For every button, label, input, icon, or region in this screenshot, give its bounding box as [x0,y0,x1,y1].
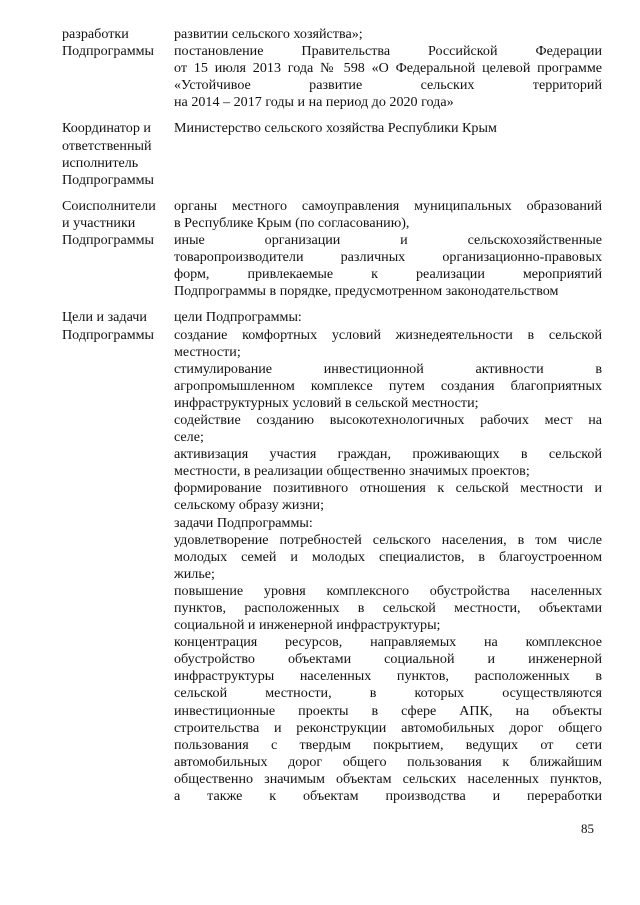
text-line: органы местного самоуправления муниципальных образований [174,197,602,214]
text-line: Министерство сельского хозяйства Республики Крым [174,120,497,137]
text-line: в Республике Крым (по согласованию), [174,214,410,231]
text-line: жилье; [174,565,215,582]
text-line: строительства и реконструкции автомобильных дорог общего [174,719,602,736]
row-label: Координатор и ответственный исполнитель Подпрограммы [62,120,155,188]
text-line: на 2014 – 2017 годы и на период до 2020 года» [174,94,454,111]
row-content [174,26,602,111]
text-line: местности; [174,343,241,360]
row-label: Соисполнители и участники Подпрограммы [62,197,156,249]
text-line: сельской местности, в которых осуществляются [174,685,602,702]
text-line: инвестиционные проекты в сфере АПК, на объекты [174,702,602,719]
row-developers [62,26,602,111]
text-line: развитии сельского хозяйства»; [174,26,363,42]
text-line: удовлетворение потребностей сельского населения, в том числе [174,531,602,548]
text-line: задачи Подпрограммы: [174,514,313,531]
text-line: товаропроизводители различных организационно-правовых [174,249,602,266]
text-line: форм, привлекаемые к реализации мероприятий [174,266,602,283]
row-label: разработки Подпрограммы [62,26,155,60]
text-line: иные организации и сельскохозяйственные [174,232,602,249]
text-line: формирование позитивного отношения к сельской местности и [174,480,602,497]
row-participants [62,198,602,301]
row-content [174,120,602,188]
text-line: инфраструктуры населенных пунктов, расположенных в [174,668,602,685]
text-line: селе; [174,429,204,446]
text-line: цели Подпрограммы: [174,309,302,326]
text-line: местности, в реализации общественно значимых проектов; [174,463,530,480]
text-line: концентрация ресурсов, направляемых на комплексное [174,634,602,651]
page-number: 85 [581,821,594,836]
text-line: Подпрограммы в порядке, предусмотренном законодательством [174,283,559,300]
row-goals-tasks [62,309,602,805]
row-content [174,198,602,301]
row-content [174,309,602,805]
text-line: молодых семей и молодых специалистов, в благоустроенном [174,548,602,565]
text-line: пользования с твердым покрытием, ведущих от сети [174,736,602,753]
text-line: инфраструктурных условий в сельской местности; [174,394,479,411]
text-line: сельскому образу жизни; [174,497,325,514]
text-line: пунктов, расположенных в сельской местности, объектами [174,600,602,616]
text-line: создание комфортных условий жизнедеятельности в сельской [174,326,602,343]
text-line: содействие созданию высокотехнологичных рабочих мест на [174,411,602,428]
text-line: а также к объектам производства и переработки [174,788,602,805]
text-line: обустройство объектами социальной и инженерной [174,651,602,668]
text-line: общественно значимым объектам сельских населенных пунктов, [174,770,602,787]
text-line: стимулирование инвестиционной активности в [174,360,602,377]
text-line: агропромышленном комплексе путем создания благоприятных [174,377,602,394]
text-line: социальной и инженерной инфраструктуры; [174,617,441,634]
row-label: Цели и задачи Подпрограммы [62,309,155,343]
text-line: постановление Правительства Российской Федерации [174,43,602,60]
passport-table [62,26,602,805]
text-line: «Устойчивое развитие сельских территорий [174,77,602,94]
text-line: от 15 июля 2013 года № 598 «О Федеральной целевой программе [174,60,602,77]
text-line: повышение уровня комплексного обустройства населенных [174,582,602,599]
text-line: активизация участия граждан, проживающих в сельской [174,446,602,463]
row-coordinator [62,120,602,188]
text-line: автомобильных дорог общего пользования к ближайшим [174,753,602,770]
